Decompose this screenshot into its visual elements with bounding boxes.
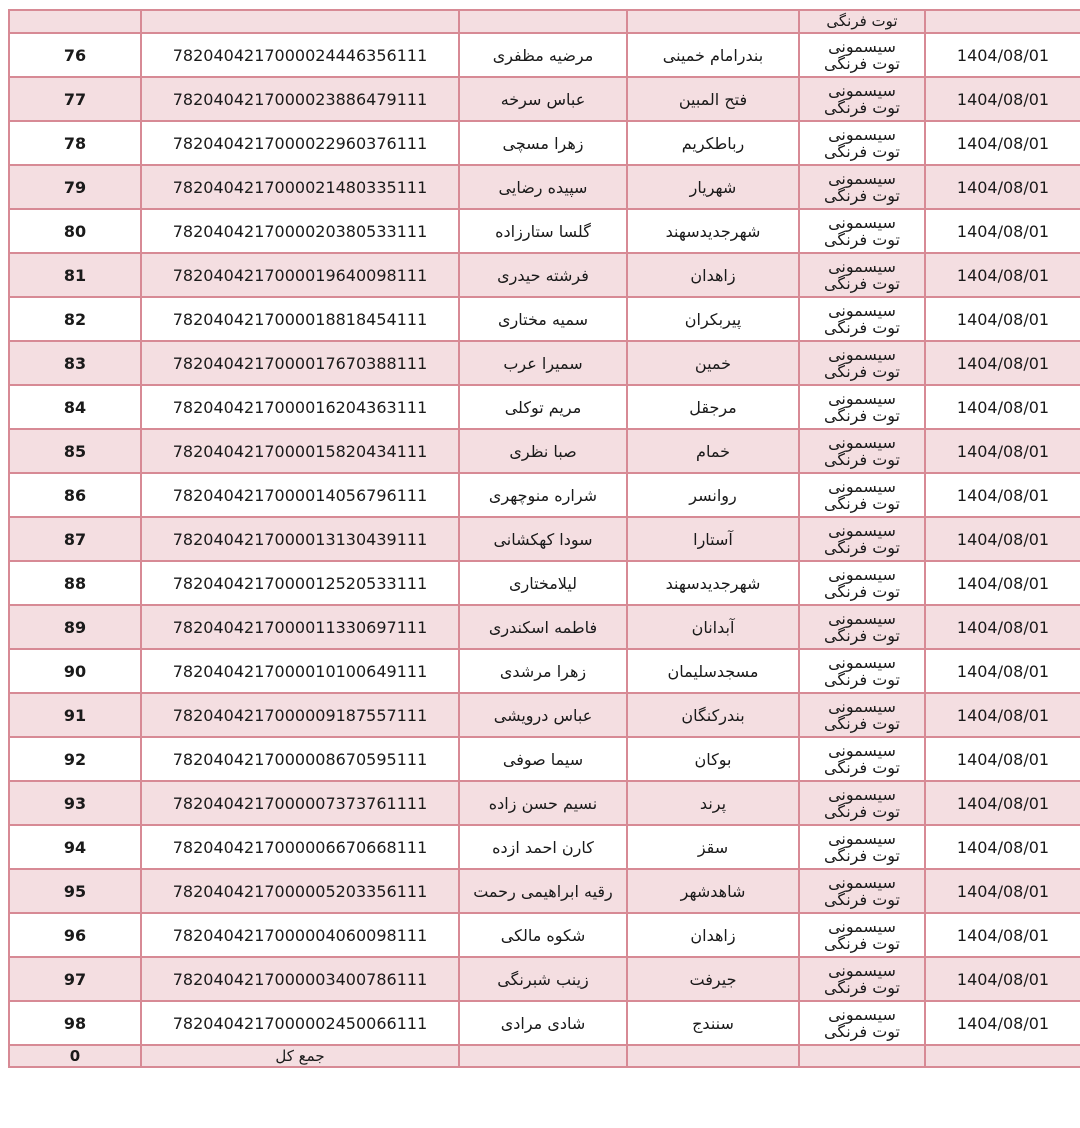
table-row — [9, 1001, 1080, 1045]
table-row — [9, 253, 1080, 297]
row-number: 84 — [9, 385, 141, 429]
recipient-name: سپیده رضایی — [459, 165, 627, 209]
tracking-code: 7820404217000009187557111 — [141, 693, 459, 737]
product-line2: توت فرنگی — [826, 12, 898, 30]
row-number: 97 — [9, 957, 141, 1001]
tracking-code: 7820404217000017670388111 — [141, 341, 459, 385]
date-cell: 1404/08/01 — [925, 341, 1080, 385]
date-cell: 1404/08/01 — [925, 957, 1080, 1001]
date-cell: 1404/08/01 — [925, 517, 1080, 561]
product-line2: توت فرنگی — [824, 978, 900, 997]
row-number: 81 — [9, 253, 141, 297]
row-number: 94 — [9, 825, 141, 869]
product-cell — [799, 517, 925, 561]
city-name: زاهدان — [627, 253, 799, 297]
product-cell — [799, 10, 925, 33]
tracking-code: 7820404217000007373761111 — [141, 781, 459, 825]
product-cell — [799, 77, 925, 121]
product-line1: سیسمونی — [828, 917, 896, 936]
empty-cell — [925, 1045, 1080, 1067]
product-line1: سیسمونی — [828, 81, 896, 100]
row-number: 82 — [9, 297, 141, 341]
recipient-name: رقیه ابراهیمی رحمت — [459, 869, 627, 913]
table-row — [9, 649, 1080, 693]
product-line2: توت فرنگی — [824, 1022, 900, 1041]
table-row — [9, 121, 1080, 165]
product-line2: توت فرنگی — [824, 494, 900, 513]
recipient-name: زهرا مسچی — [459, 121, 627, 165]
product-line2: توت فرنگی — [824, 142, 900, 161]
tracking-code: 7820404217000006670668111 — [141, 825, 459, 869]
row-number: 91 — [9, 693, 141, 737]
table-row — [9, 429, 1080, 473]
product-line1: سیسمونی — [828, 653, 896, 672]
tracking-code: 7820404217000008670595111 — [141, 737, 459, 781]
code-cell — [141, 10, 459, 33]
recipient-name: صبا نظری — [459, 429, 627, 473]
recipient-name: گلسا ستارزاده — [459, 209, 627, 253]
product-line2: توت فرنگی — [824, 406, 900, 425]
product-line2: توت فرنگی — [824, 450, 900, 469]
recipient-name: مرضیه مظفری — [459, 33, 627, 77]
date-cell: 1404/08/01 — [925, 825, 1080, 869]
city-name: آستارا — [627, 517, 799, 561]
product-cell — [799, 737, 925, 781]
row-number: 98 — [9, 1001, 141, 1045]
city-name: رباطکریم — [627, 121, 799, 165]
date-cell: 1404/08/01 — [925, 165, 1080, 209]
product-cell — [799, 605, 925, 649]
recipient-name: عباس درویشی — [459, 693, 627, 737]
tracking-code: 7820404217000013130439111 — [141, 517, 459, 561]
product-cell — [799, 693, 925, 737]
tracking-code: 7820404217000018818454111 — [141, 297, 459, 341]
empty-cell — [799, 1045, 925, 1067]
date-cell: 1404/08/01 — [925, 1001, 1080, 1045]
recipient-name: عباس سرخه — [459, 77, 627, 121]
recipient-name: زهرا مرشدی — [459, 649, 627, 693]
num-cell — [9, 10, 141, 33]
recipient-name: مریم توکلی — [459, 385, 627, 429]
product-cell — [799, 473, 925, 517]
city-cell — [627, 10, 799, 33]
tracking-code: 7820404217000021480335111 — [141, 165, 459, 209]
tracking-code: 7820404217000022960376111 — [141, 121, 459, 165]
table-row — [9, 385, 1080, 429]
product-line1: سیسمونی — [828, 125, 896, 144]
product-cell — [799, 825, 925, 869]
row-number: 83 — [9, 341, 141, 385]
table-row — [9, 209, 1080, 253]
city-name: روانسر — [627, 473, 799, 517]
product-line2: توت فرنگی — [824, 362, 900, 381]
tracking-code: 7820404217000012520533111 — [141, 561, 459, 605]
date-cell: 1404/08/01 — [925, 77, 1080, 121]
city-name: خمام — [627, 429, 799, 473]
row-number: 95 — [9, 869, 141, 913]
product-line1: سیسمونی — [828, 301, 896, 320]
total-label: جمع کل — [141, 1045, 459, 1067]
recipient-name: زینب شبرنگی — [459, 957, 627, 1001]
table-row — [9, 869, 1080, 913]
table-row — [9, 957, 1080, 1001]
tracking-code: 7820404217000003400786111 — [141, 957, 459, 1001]
recipient-name: کارن احمد ازده — [459, 825, 627, 869]
product-line1: سیسمونی — [828, 477, 896, 496]
total-value: 0 — [9, 1045, 141, 1067]
city-name: سنندج — [627, 1001, 799, 1045]
city-name: بندرکنگان — [627, 693, 799, 737]
tracking-code: 7820404217000005203356111 — [141, 869, 459, 913]
row-number: 90 — [9, 649, 141, 693]
product-cell — [799, 429, 925, 473]
row-number: 93 — [9, 781, 141, 825]
product-line1: سیسمونی — [828, 609, 896, 628]
product-cell — [799, 649, 925, 693]
shipment-table — [8, 9, 1080, 1068]
product-line1: سیسمونی — [828, 257, 896, 276]
product-line2: توت فرنگی — [824, 934, 900, 953]
date-cell: 1404/08/01 — [925, 561, 1080, 605]
date-cell — [925, 10, 1080, 33]
product-cell — [799, 913, 925, 957]
product-cell — [799, 781, 925, 825]
product-line2: توت فرنگی — [824, 802, 900, 821]
row-number: 96 — [9, 913, 141, 957]
product-line1: سیسمونی — [828, 961, 896, 980]
table-row — [9, 341, 1080, 385]
product-line1: سیسمونی — [828, 565, 896, 584]
product-cell — [799, 165, 925, 209]
city-name: مسجدسلیمان — [627, 649, 799, 693]
date-cell: 1404/08/01 — [925, 869, 1080, 913]
product-cell — [799, 1001, 925, 1045]
city-name: زاهدان — [627, 913, 799, 957]
recipient-name: سیما صوفی — [459, 737, 627, 781]
table-row — [9, 165, 1080, 209]
recipient-name: نسیم حسن زاده — [459, 781, 627, 825]
product-line2: توت فرنگی — [824, 626, 900, 645]
tracking-code: 7820404217000019640098111 — [141, 253, 459, 297]
product-line1: سیسمونی — [828, 741, 896, 760]
date-cell: 1404/08/01 — [925, 781, 1080, 825]
city-name: مرجقل — [627, 385, 799, 429]
date-cell: 1404/08/01 — [925, 33, 1080, 77]
row-number: 85 — [9, 429, 141, 473]
product-line2: توت فرنگی — [824, 230, 900, 249]
product-line1: سیسمونی — [828, 521, 896, 540]
table-row — [9, 473, 1080, 517]
date-cell: 1404/08/01 — [925, 121, 1080, 165]
table-row — [9, 297, 1080, 341]
tracking-code: 7820404217000015820434111 — [141, 429, 459, 473]
product-cell — [799, 253, 925, 297]
recipient-name: فاطمه اسکندری — [459, 605, 627, 649]
product-line2: توت فرنگی — [824, 98, 900, 117]
product-line1: سیسمونی — [828, 37, 896, 56]
product-line2: توت فرنگی — [824, 274, 900, 293]
total-row — [9, 1045, 1080, 1067]
city-name: بندرامام خمینی — [627, 33, 799, 77]
product-line2: توت فرنگی — [824, 846, 900, 865]
tracking-code: 7820404217000011330697111 — [141, 605, 459, 649]
tracking-code: 7820404217000014056796111 — [141, 473, 459, 517]
city-name: پرند — [627, 781, 799, 825]
table-row — [9, 77, 1080, 121]
product-line1: سیسمونی — [828, 697, 896, 716]
date-cell: 1404/08/01 — [925, 693, 1080, 737]
recipient-name: شکوه مالکی — [459, 913, 627, 957]
table-row — [9, 825, 1080, 869]
table-row — [9, 737, 1080, 781]
table-row — [9, 561, 1080, 605]
product-line1: سیسمونی — [828, 345, 896, 364]
product-cell — [799, 33, 925, 77]
product-line1: سیسمونی — [828, 433, 896, 452]
city-name: خمین — [627, 341, 799, 385]
product-line1: سیسمونی — [828, 169, 896, 188]
recipient-name: شادی مرادی — [459, 1001, 627, 1045]
product-line2: توت فرنگی — [824, 582, 900, 601]
tracking-code: 7820404217000023886479111 — [141, 77, 459, 121]
city-name: شهریار — [627, 165, 799, 209]
tracking-code: 7820404217000010100649111 — [141, 649, 459, 693]
row-number: 88 — [9, 561, 141, 605]
row-number: 77 — [9, 77, 141, 121]
product-cell — [799, 561, 925, 605]
table-row — [9, 781, 1080, 825]
city-name: بوکان — [627, 737, 799, 781]
product-line2: توت فرنگی — [824, 54, 900, 73]
recipient-name: شراره منوچهری — [459, 473, 627, 517]
tracking-code: 7820404217000016204363111 — [141, 385, 459, 429]
row-number: 89 — [9, 605, 141, 649]
row-number: 87 — [9, 517, 141, 561]
empty-cell — [627, 1045, 799, 1067]
product-cell — [799, 209, 925, 253]
row-number: 80 — [9, 209, 141, 253]
recipient-name: لیلامختاری — [459, 561, 627, 605]
product-line2: توت فرنگی — [824, 758, 900, 777]
row-number: 79 — [9, 165, 141, 209]
product-line1: سیسمونی — [828, 213, 896, 232]
date-cell: 1404/08/01 — [925, 429, 1080, 473]
city-name: سقز — [627, 825, 799, 869]
tracking-code: 7820404217000024446356111 — [141, 33, 459, 77]
row-number: 78 — [9, 121, 141, 165]
recipient-name: فرشته حیدری — [459, 253, 627, 297]
product-line2: توت فرنگی — [824, 890, 900, 909]
row-number: 92 — [9, 737, 141, 781]
date-cell: 1404/08/01 — [925, 473, 1080, 517]
table-row — [9, 517, 1080, 561]
recipient-name: سودا کهکشانی — [459, 517, 627, 561]
empty-cell — [459, 1045, 627, 1067]
product-line1: سیسمونی — [828, 873, 896, 892]
city-name: شاهدشهر — [627, 869, 799, 913]
table-row — [9, 913, 1080, 957]
product-line1: سیسمونی — [828, 1005, 896, 1024]
tracking-code: 7820404217000002450066111 — [141, 1001, 459, 1045]
date-cell: 1404/08/01 — [925, 253, 1080, 297]
product-line1: سیسمونی — [828, 829, 896, 848]
city-name: جیرفت — [627, 957, 799, 1001]
tracking-code: 7820404217000020380533111 — [141, 209, 459, 253]
product-line2: توت فرنگی — [824, 186, 900, 205]
date-cell: 1404/08/01 — [925, 605, 1080, 649]
date-cell: 1404/08/01 — [925, 913, 1080, 957]
row-number: 76 — [9, 33, 141, 77]
city-name: آبدانان — [627, 605, 799, 649]
product-cell — [799, 341, 925, 385]
table-body — [9, 10, 1080, 1067]
date-cell: 1404/08/01 — [925, 385, 1080, 429]
product-cell — [799, 869, 925, 913]
date-cell: 1404/08/01 — [925, 209, 1080, 253]
product-line2: توت فرنگی — [824, 714, 900, 733]
date-cell: 1404/08/01 — [925, 297, 1080, 341]
table-row — [9, 605, 1080, 649]
recipient-name: سمیرا عرب — [459, 341, 627, 385]
product-cell — [799, 957, 925, 1001]
product-line2: توت فرنگی — [824, 538, 900, 557]
partial-top-row — [9, 10, 1080, 33]
product-line1: سیسمونی — [828, 785, 896, 804]
city-name: فتح المبین — [627, 77, 799, 121]
product-line2: توت فرنگی — [824, 670, 900, 689]
product-line1: سیسمونی — [828, 389, 896, 408]
product-cell — [799, 121, 925, 165]
city-name: شهرجدیدسهند — [627, 561, 799, 605]
city-name: شهرجدیدسهند — [627, 209, 799, 253]
table-row — [9, 693, 1080, 737]
table-row — [9, 33, 1080, 77]
date-cell: 1404/08/01 — [925, 737, 1080, 781]
row-number: 86 — [9, 473, 141, 517]
product-cell — [799, 297, 925, 341]
product-line2: توت فرنگی — [824, 318, 900, 337]
tracking-code: 7820404217000004060098111 — [141, 913, 459, 957]
recipient-name: سمیه مختاری — [459, 297, 627, 341]
date-cell: 1404/08/01 — [925, 649, 1080, 693]
city-name: پیربکران — [627, 297, 799, 341]
product-cell — [799, 385, 925, 429]
name-cell — [459, 10, 627, 33]
